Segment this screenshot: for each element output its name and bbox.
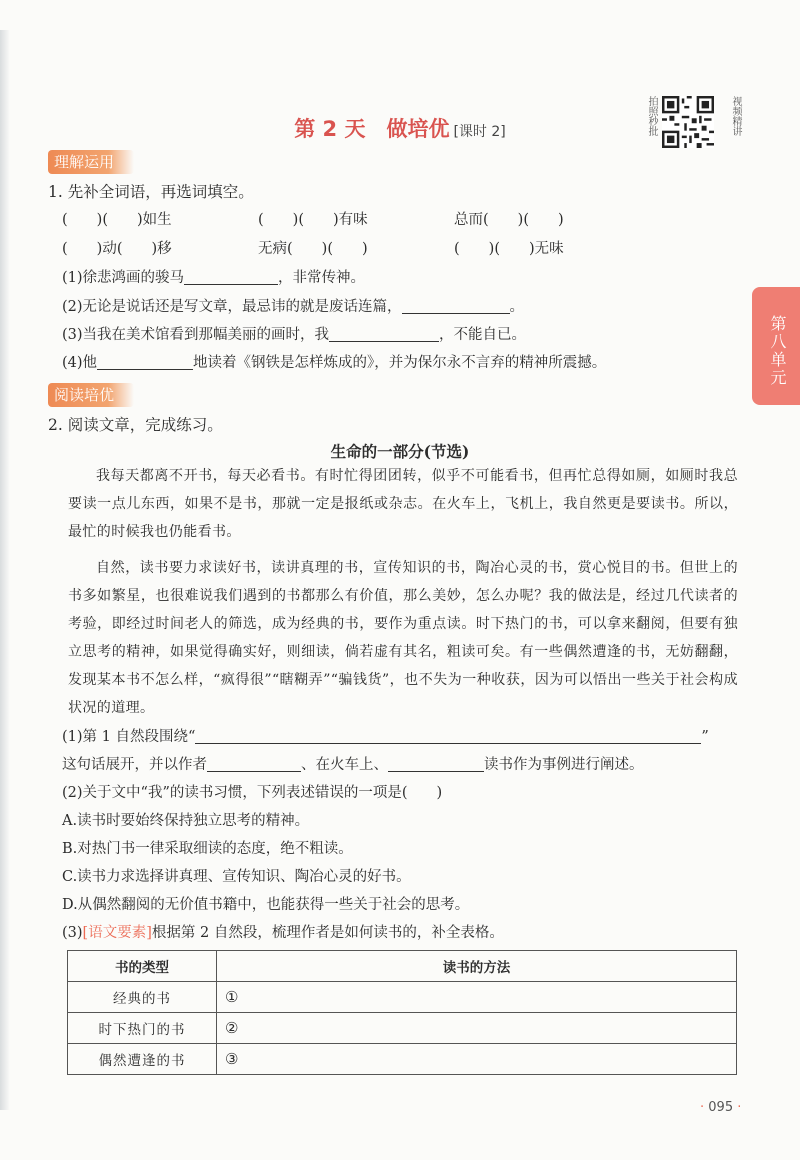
answer-blank[interactable] (195, 727, 701, 744)
sub-question-1-line-b (62, 753, 644, 777)
sub-question-1-text-mid: 、在火车上、 (301, 757, 388, 773)
method-answer-cell[interactable]: ③ (217, 1044, 737, 1075)
idiom-2[interactable]: ( )( )有味 (258, 212, 368, 228)
idiom-3[interactable]: 总而( )( ) (454, 212, 564, 228)
sub-question-2-title: (2)关于文中“我”的读书习惯，下列表述错误的一项是( ) (62, 785, 443, 801)
question-2-title: 2. 阅读文章，完成练习。 (48, 416, 223, 434)
option-a[interactable]: A.读书时要始终保持独立思考的精神。 (62, 813, 310, 829)
fill-sentence-3 (62, 323, 526, 347)
header-book-type: 书的类型 (68, 951, 217, 982)
table-row (68, 982, 737, 1013)
answer-blank[interactable] (402, 297, 510, 314)
idiom-6[interactable]: ( )( )无味 (454, 241, 564, 257)
sub-question-3-number: (3) (62, 925, 83, 941)
table-row (68, 1013, 737, 1044)
article-paragraph-1: 我每天都离不开书，每天必看书。有时忙得团团转，似乎不可能看书，但再忙总得如厕，如厕时我总要读一点儿东西，如果不是书，那就一定是报纸或杂志。在火车上，飞机上，我自然更是要读书。所以，最忙的时候我也仍能看书。 (68, 468, 738, 540)
method-answer-cell[interactable]: ② (217, 1013, 737, 1044)
answer-blank[interactable] (329, 325, 439, 342)
dot-icon: · (700, 1100, 705, 1115)
answer-blank[interactable] (388, 755, 484, 772)
sentence-4-text: (4)他 (62, 355, 98, 371)
sentence-1-text: (1)徐悲鸿画的骏马 (62, 270, 185, 286)
answer-blank[interactable] (184, 268, 278, 285)
unit-side-tab[interactable] (752, 287, 800, 405)
question-1-title: 1. 先补全词语，再选词填空。 (48, 183, 254, 201)
page-number (700, 1100, 741, 1115)
table-header-row (68, 951, 737, 982)
fill-sentence-2 (62, 295, 524, 319)
sentence-4-end: 地读着《钢铁是怎样炼成的》，并为保尔永不言弃的精神所震撼。 (193, 355, 607, 371)
idiom-4[interactable]: ( )动( )移 (62, 241, 172, 257)
book-type-cell: 经典的书 (68, 982, 217, 1013)
page-number-value: 095 (708, 1100, 734, 1115)
sub-question-1-text: (1)第 1 自然段围绕“ (62, 729, 196, 745)
section-badge-understanding: 理解运用 (48, 150, 134, 174)
sentence-2-text: (2)无论是说话还是写文章，最忌讳的就是废话连篇， (62, 299, 402, 315)
idiom-5[interactable]: 无病( )( ) (258, 241, 368, 257)
book-type-cell: 偶然遭逢的书 (68, 1044, 217, 1075)
option-c[interactable]: C.读书力求选择讲真理、宣传知识、陶冶心灵的好书。 (62, 869, 411, 885)
sub-question-3-title (62, 921, 504, 945)
title-main: 第 2 天 做培优 (294, 117, 450, 141)
option-d[interactable]: D.从偶然翻阅的无价值书籍中，也能获得一些关于社会的思考。 (62, 897, 470, 913)
method-answer-cell[interactable]: ① (217, 982, 737, 1013)
header-reading-method: 读书的方法 (217, 951, 737, 982)
section-badge-reading: 阅读培优 (48, 383, 134, 407)
page-binding-edge (0, 30, 10, 1110)
language-element-tag: [语文要素] (82, 925, 152, 941)
book-type-cell: 时下热门的书 (68, 1013, 217, 1044)
sentence-2-end: 。 (509, 299, 525, 315)
answer-blank[interactable] (97, 353, 193, 370)
qr-code-icon[interactable] (662, 96, 714, 148)
sentence-1-end: ，非常传神。 (278, 270, 366, 286)
title-sub: [课时 2] (453, 124, 506, 140)
qr-area[interactable] (646, 94, 742, 150)
answer-blank[interactable] (207, 755, 301, 772)
sub-question-1-text-b: 这句话展开，并以作者 (62, 757, 207, 773)
sentence-3-end: ，不能自已。 (439, 327, 527, 343)
qr-right-label: 视频精讲 (730, 96, 741, 136)
sub-question-1-line-a (62, 725, 709, 749)
article-title: 生命的一部分(节选) (330, 442, 470, 461)
reading-method-table (67, 950, 737, 1075)
option-b[interactable]: B.对热门书一律采取细读的态度，绝不粗读。 (62, 841, 353, 857)
fill-sentence-1 (62, 266, 365, 290)
idiom-1[interactable]: ( )( )如生 (62, 212, 172, 228)
sub-question-3-text: 根据第 2 自然段，梳理作者是如何读书的，补全表格。 (151, 925, 504, 941)
table-row (68, 1044, 737, 1075)
dot-icon: · (737, 1100, 742, 1115)
fill-sentence-4 (62, 351, 606, 375)
close-quote: ” (701, 729, 709, 745)
article-paragraph-2: 自然，读书要力求读好书，读讲真理的书，宣传知识的书，陶冶心灵的书，赏心悦目的书。但世上的书多如繁星，也很难说我们遇到的书都那么有价值，那么美妙，怎么办呢？我的做法是，经过几代读者的考验，即经过时间老人的筛选，成为经典的书，要作为重点读。时下热门的书，可以拿来翻阅，但要有独立思考的精神，如果觉得确实好，则细读，倘若虚有其名，粗读可矣。有一些偶然遭逢的书，无妨翻翻，发现某本书不怎么样，“疯得很”“瞎糊弄”“骗钱货”，也不失为一种收获，因为可以悟出一些关于社会构成状况的道理。 (68, 560, 738, 716)
sentence-3-text: (3)当我在美术馆看到那幅美丽的画时，我 (62, 327, 330, 343)
qr-left-label: 拍照秒批 (646, 96, 657, 136)
sub-question-1-text-end: 读书作为事例进行阐述。 (484, 757, 644, 773)
unit-tab-label: 第八单元 (768, 315, 787, 387)
